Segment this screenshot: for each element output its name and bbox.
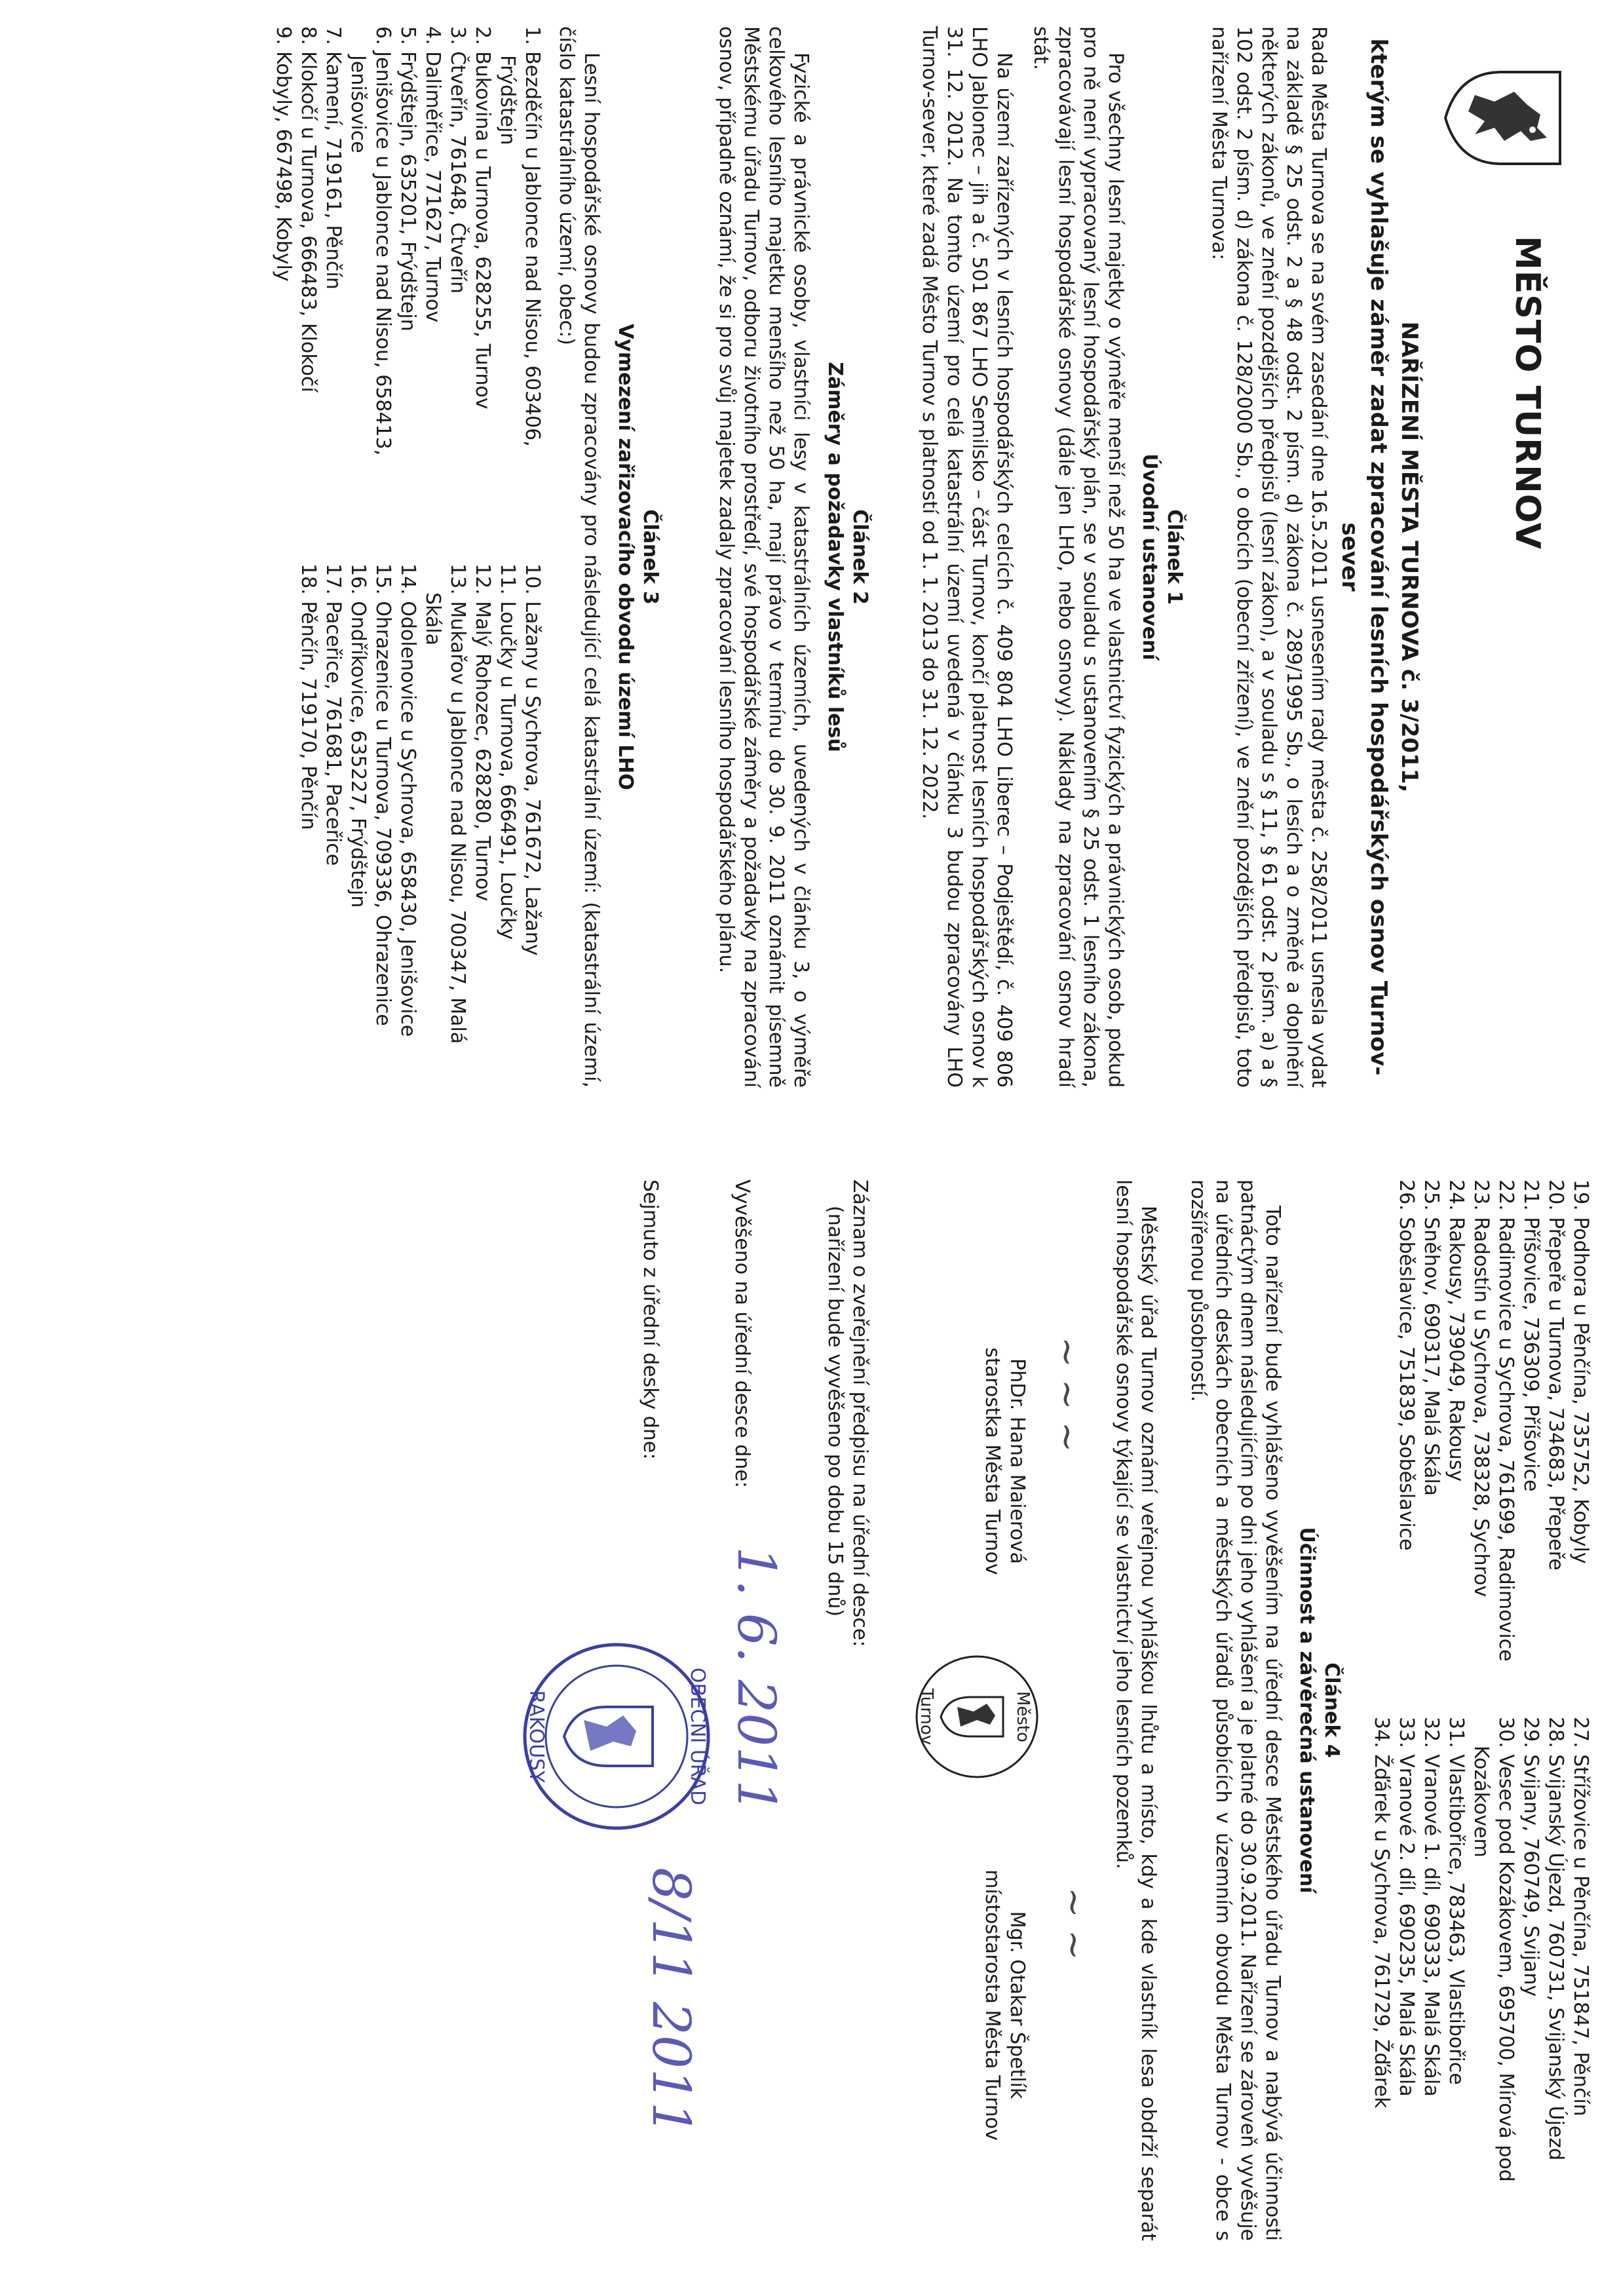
stamp-city-top: Město	[1013, 1691, 1033, 1743]
article-4-heading: Článek 4	[1320, 1662, 1343, 1758]
mayor-signature-block	[980, 1311, 1029, 1612]
regulation-title: NAŘÍZENÍ MĚSTA TURNOVA č. 3/2011,	[1396, 321, 1422, 793]
removed-date: 8/11 2011	[641, 1867, 702, 2135]
list-item: 6. Jenišovice u Jablonce nad Nisou, 658413, Jenišovice	[347, 26, 394, 456]
article-1-title: Úvodní ustanovení	[1138, 453, 1161, 660]
article-4-paragraph-2: Městský úřad Turnov oznámí veřejnou vyhláškou lhůtu a místo, kdy a kde vlastník lesa obdrží separát lesní hospodářské osnovy týkající se vlastnictví jeho lesních pozemků.	[1112, 1179, 1160, 2241]
list-item: 15. Ohrazenice u Turnova, 709336, Ohrazenice	[371, 564, 394, 1026]
list-item: 30. Vesec pod Kozákovem, 695700, Mírová pod Kozákovem	[1470, 1717, 1517, 2182]
posted-label: Vyvěšeno na úřední desce dne:	[731, 1179, 753, 1488]
article-4-paragraph-1: Toto nařízení bude vyhlášeno vyvěšením na úřední desce Městského úřadu Turnov a nabývá účinnosti patnáctým dnem následujícím po dni jeho vyhlášení a je platné do 30.9.2011. Nařízení se zároveň vyvěšuje na úředních deskách obecních a městských úřadů působících v územním obvodu Města Turnov - obce s rozšířenou působností.	[1187, 1179, 1284, 2241]
list-item: 3. Čtveřín, 761648, Čtveřín	[446, 26, 469, 294]
mayor-name: PhDr. Hana Maierová	[1006, 1358, 1029, 1564]
list-item: 16. Ondříkovice, 635227, Frýdštejn	[347, 564, 370, 908]
deputy-role: místostarosta Města Turnov	[981, 1869, 1004, 2141]
list-item: 23. Radostín u Sychrova, 738328, Sychrov	[1470, 1179, 1493, 1598]
list-item: 32. Vranové 1. díl, 690333, Malá Skála	[1420, 1717, 1443, 2097]
intro-paragraph: Rada Města Turnova se na svém zasedání dne 16.5.2011 usnesením rady města č. 258/2011 usnesla vydat na základě § 25 odst. 2 a § 48 odst. 2 písm. d) zákona č. 289/1995 Sb., o lesích a o změně a doplnění některých zákonů, ve znění pozdějších předpisů (lesní zákon), a v souladu s § 11, § 61 odst. 2 písm. a) a § 102 odst. 2 písm. d) zákona č. 128/2000 Sb., o obcích (obecní zřízení), ve znění pozdějších předpisů, toto nařízení Města Turnova:	[1208, 26, 1330, 1088]
deputy-signature: ~ ~	[1052, 1887, 1095, 1961]
list-item: 29. Svijany, 760749, Svijany	[1519, 1717, 1542, 1997]
list-item: 14. Odolenovice u Sychrova, 658430, Jenišovice	[396, 564, 419, 1037]
list-item: 7. Kamení, 719161, Pěnčín	[322, 26, 345, 290]
coat-of-arms-icon	[1442, 66, 1567, 170]
article-2-title: Záměry a požadavky vlastníků lesů	[824, 362, 847, 752]
list-item: 25. Sněhov, 690317, Malá Skála	[1420, 1179, 1443, 1497]
list-item: 9. Kobyly, 667498, Kobyly	[272, 26, 295, 282]
list-item: 31. Vlastibořice, 783463, Vlastibořice	[1445, 1717, 1468, 2085]
list-item: 33. Vranové 2. díl, 690235, Malá Skála	[1395, 1717, 1418, 2097]
mayor-role: starostka Města Turnov	[981, 1347, 1004, 1575]
territory-list-d	[1369, 1717, 1593, 2241]
municipal-office-stamp	[518, 1638, 715, 1835]
stamp-city-bottom: Turnov	[917, 1688, 936, 1746]
left-column	[33, 26, 1593, 1088]
right-column	[33, 1179, 1593, 2241]
list-item: 21. Příšovice, 736309, Příšovice	[1519, 1179, 1542, 1492]
list-item: 8. Klokočí u Turnova, 666483, Klokočí	[297, 26, 320, 392]
removed-label: Sejmuto z úřední desky dne:	[639, 1179, 662, 1460]
mayor-signature: ~ ~ ~	[1046, 1337, 1088, 1453]
article-3-title: Vymezení zařizovacího obvodu území LHO	[614, 324, 637, 790]
list-item: 5. Frýdštejn, 635201, Frýdštejn	[396, 26, 419, 332]
list-item: 24. Rakousy, 739049, Rakousy	[1445, 1179, 1468, 1482]
article-1-paragraph-1: Pro všechny lesní majetky o výměře menší než 50 ha ve vlastnictví fyzických a právnických osob, pokud pro ně není vypracovaný lesní hospodářský plán, se v souladu s ustanovením § 25 odst. 1 lesního zákona, zpracovávají lesní hospodářské osnovy (dále jen LHO, nebo osnovy). Náklady na zpracování osnov hradí stát.	[1029, 26, 1127, 1088]
territory-list-c	[1394, 1179, 1593, 1691]
posted-date: 1. 6. 2011	[726, 1546, 787, 1814]
list-item: 34. Žďárek u Sychrova, 761729, Žďárek	[1370, 1717, 1393, 2109]
list-item: 12. Malý Rohozec, 628280, Turnov	[471, 564, 494, 902]
deputy-signature-block	[980, 1835, 1029, 2175]
list-item: 27. Střížovice u Pěnčína, 751847, Pěnčín	[1569, 1717, 1592, 2116]
list-item: 28. Svijanský Újezd, 760731, Svijanský Újezd	[1544, 1717, 1567, 2161]
territory-list-a	[271, 26, 544, 537]
stamp-office-text: OBECNÍ ÚŘAD	[686, 1667, 709, 1806]
list-item: 18. Pěnčín, 719170, Pěnčín	[297, 564, 320, 830]
list-item: 10. Lažany u Sychrova, 761672, Lažany	[521, 564, 544, 956]
article-4-title: Účinnost a závěrečná ustanovení	[1295, 1527, 1318, 1894]
list-item: 1. Bezděčín u Jablonce nad Nisou, 603406, Frýdštejn	[496, 26, 544, 447]
regulation-subtitle: kterým se vyhlašuje záměr zadat zpracování lesních hospodářských osnov Turnov-sever	[1337, 38, 1392, 1076]
list-item: 26. Soběslavice, 751839, Soběslavice	[1395, 1179, 1418, 1551]
list-item: 20. Přepeře u Turnova, 734683, Přepeře	[1544, 1179, 1567, 1571]
city-round-stamp	[911, 1651, 1042, 1782]
stamp-office-name: RAKOUSY	[525, 1690, 548, 1783]
list-item: 17. Paceřice, 761681, Paceřice	[322, 564, 345, 866]
record-heading: Záznam o zveřejnění předpisu na úřední desce:	[848, 1179, 871, 1647]
record-note: (nařízení bude vyvěšeno po dobu 15 dnů)	[824, 1206, 847, 1617]
list-item: 22. Radimovice u Sychrova, 761699, Radimovice	[1495, 1179, 1517, 1662]
territory-list-b	[295, 564, 544, 1088]
town-title: MĚSTO TURNOV	[1508, 236, 1547, 550]
list-item: 19. Podhora u Pěnčína, 735752, Kobyly	[1569, 1179, 1592, 1564]
article-2-heading: Článek 2	[848, 509, 871, 605]
article-1-heading: Článek 1	[1163, 509, 1186, 605]
article-1-paragraph-2: Na území zařízených v lesních hospodářských celcích č. 409 804 LHO Liberec – Podještědí, č. 409 806 LHO Jablonec – jih a č. 501 867 LHO Semilsko – část Turnov, končí platnost lesních hospodářských osnov k 31. 12. 2012. Na tomto území pro celá katastrální území uvedená v článku 3 budou zpracovány LHO Turnov-sever, které zadá Město Turnov s platností od 1. 1. 2013 do 31. 12. 2022.	[918, 26, 1016, 1088]
publication-record	[822, 1179, 872, 1835]
list-item: 2. Bukovina u Turnova, 628255, Turnov	[471, 26, 494, 410]
article-3-heading: Článek 3	[639, 509, 662, 605]
list-item: 13. Mukařov u Jablonce nad Nisou, 700347, Malá Skála	[421, 564, 469, 1044]
list-item: 4. Daliměřice, 771627, Turnov	[421, 26, 444, 322]
article-3-intro: Lesní hospodářské osnovy budou zpracovány pro následující celá katastrální území: (katastrální území, číslo katastrálního území, obec:)	[555, 26, 603, 1088]
deputy-name: Mgr. Otakar Špetlík	[1006, 1911, 1029, 2099]
list-item: 11. Loučky u Turnova, 666491, Loučky	[496, 564, 519, 940]
article-2-paragraph: Fyzické a právnické osoby, vlastníci lesy v katastrálních územích, uvedených v článku 3, o výměře celkového lesního majetku menšího než 50 ha, mají právo v termínu do 30. 9. 2011 oznámit písemně Městskému úřadu Turnov, odboru životního prostředí, své hospodářské záměry a požadavky na zpracování osnov, případně oznámí, že si pro svůj majetek zadaly zpracování lesního hospodářského plánu.	[715, 26, 812, 1088]
